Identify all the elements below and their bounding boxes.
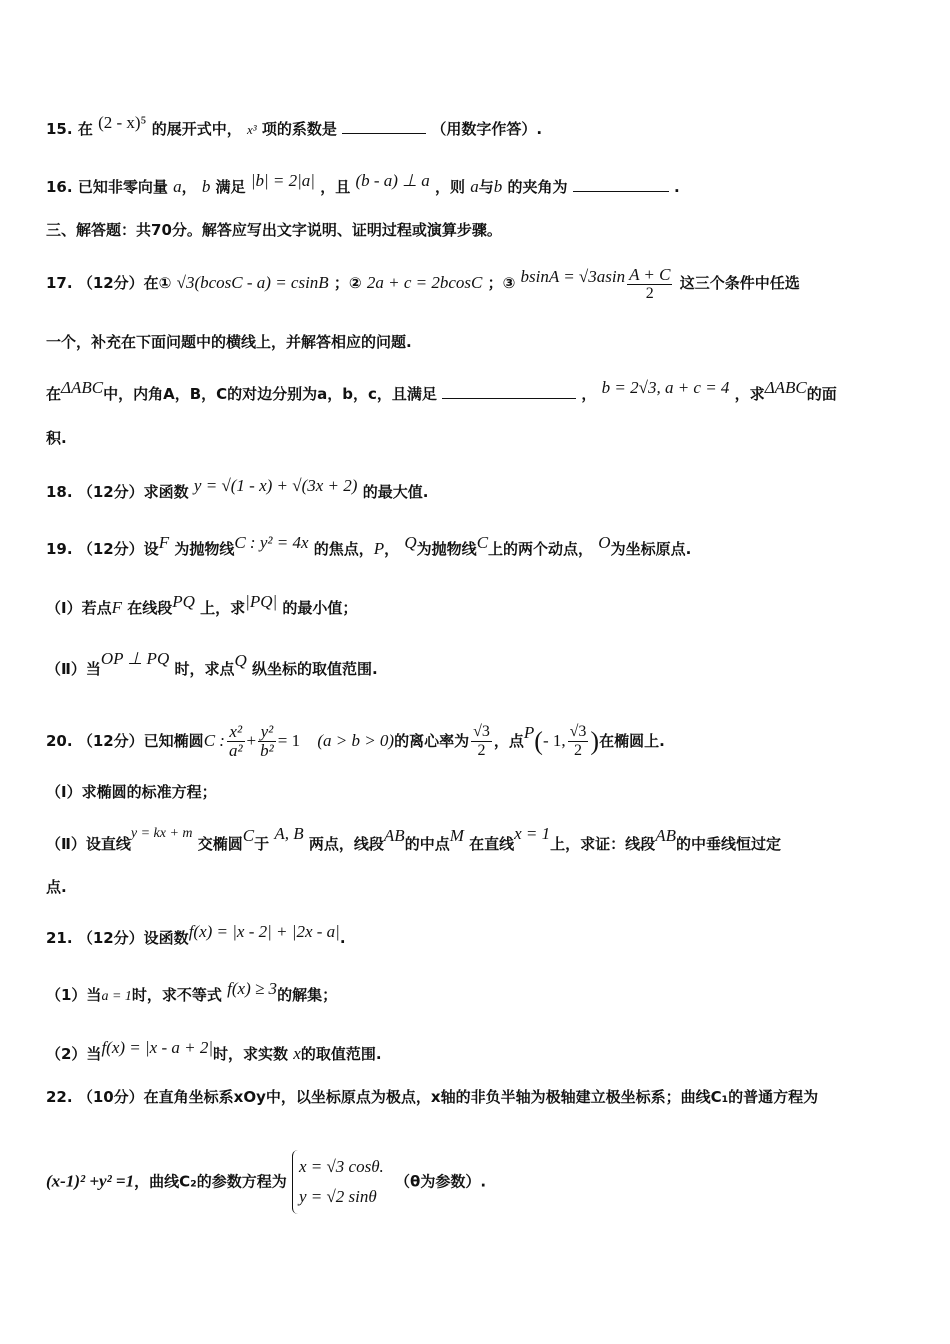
q16-perpendicular: (b - a) ⊥ a — [355, 171, 430, 190]
q21-part-2: （2）当f(x) = |x - a + 2|时，求实数 x的取值范围. — [46, 1038, 382, 1063]
q17-condition-1: √3(bcosC - a) = csinB — [176, 273, 329, 292]
question-19: 19. （12分）设F 为抛物线C : y² = 4x 的焦点，P， Q为抛物线C上的两个动点， O为坐标原点. — [46, 533, 692, 558]
q19-parabola: C : y² = 4x — [234, 533, 309, 552]
question-18: 18. （12分）求函数 y = √(1 - x) + √(3x + 2) 的最大值. — [46, 476, 429, 501]
q15-expression: (2 - x)⁵ — [98, 113, 147, 132]
q17-line-4: 积. — [46, 429, 67, 447]
q15-term: x³ — [246, 122, 257, 137]
question-21: 21. （12分）设函数f(x) = |x - 2| + |2x - a|. — [46, 922, 346, 947]
q22-circle-equation: (x-1)² +y² =1 — [46, 1171, 135, 1191]
question-16: 16. 已知非零向量 a， b 满足 |b| = 2|a| ，且 (b - a) ⊥ a ，则 a与b 的夹角为 . — [46, 171, 680, 196]
q16-answer-blank[interactable] — [573, 177, 669, 192]
q22-line-2: (x-1)² +y² =1，曲线C₂的参数方程为 x = √3 cosθ. y = √2 sinθ （θ为参数）. — [46, 1150, 910, 1214]
q15-answer-blank[interactable] — [342, 119, 426, 134]
question-20: 20. （12分）已知椭圆C : $\frac{\text{x²}}{\text{a²}}$ + $\frac{\text{y²}}{\text{b²}}$ = 1 (a > b > 0)的离心率为 $\frac{√3}{2}$ ，点P(- 1, $\frac{√3}{2}$ )在椭圆上. — [46, 722, 665, 760]
q19-part-1: （Ⅰ）若点F 在线段PQ 上，求|PQ| 的最小值； — [46, 592, 358, 617]
question-22: 22. （10分）在直角坐标系xOy中，以坐标原点为极点，x轴的非负半轴为极轴建立极坐标系；曲线C₁的普通方程为 — [46, 1088, 819, 1106]
q17-fraction: $\frac{A + C}{2}$ — [629, 265, 671, 302]
q20-line-last: 点. — [46, 878, 67, 896]
q20-part-1: （Ⅰ）求椭圆的标准方程； — [46, 783, 217, 801]
q17-answer-blank[interactable] — [442, 384, 576, 399]
q19-part-2: （Ⅱ）当OP ⊥ PQ 时，求点Q 纵坐标的取值范围. — [46, 649, 378, 678]
q17-line-2: 一个，补充在下面问题中的横线上，并解答相应的问题. — [46, 333, 412, 351]
q20-part-2: （Ⅱ）设直线y = kx + m 交椭圆C于 A, B 两点，线段AB的中点M 在直线x = 1上，求证：线段AB的中垂线恒过定 — [46, 824, 781, 853]
q18-function: y = √(1 - x) + √(3x + 2) — [193, 476, 358, 495]
q17-condition-2: 2a + c = 2bcosC — [366, 273, 483, 292]
question-17: 17. （12分）在① √3(bcosC - a) = csinB ；② 2a + c = 2bcosC ；③ bsinA = √3asin $\frac{A + C}{2}$ 这三个条件中任选 — [46, 265, 800, 302]
q17-given: b = 2√3, a + c = 4 — [601, 378, 730, 397]
q22-parametric-system: x = √3 cosθ. y = √2 sinθ — [292, 1150, 390, 1214]
q16-condition: |b| = 2|a| — [250, 171, 315, 190]
q17-condition-3: bsinA = √3asin — [520, 267, 626, 286]
question-15: 15. 在 (2 - x)⁵ 的展开式中， x³ 项的系数是 （用数字作答）. — [46, 113, 543, 138]
q21-function: f(x) = |x - 2| + |2x - a| — [188, 922, 340, 941]
q17-line-3: 在ΔABC中，内角A，B，C的对边分别为a，b，c，且满足 ， b = 2√3, a + c = 4 ，求ΔABC的面 — [46, 378, 837, 403]
q21-part-1: （1）当a = 1时，求不等式 f(x) ≥ 3的解集； — [46, 979, 338, 1004]
section-3-heading: 三、解答题：共70分。解答应写出文字说明、证明过程或演算步骤。 — [46, 221, 502, 239]
